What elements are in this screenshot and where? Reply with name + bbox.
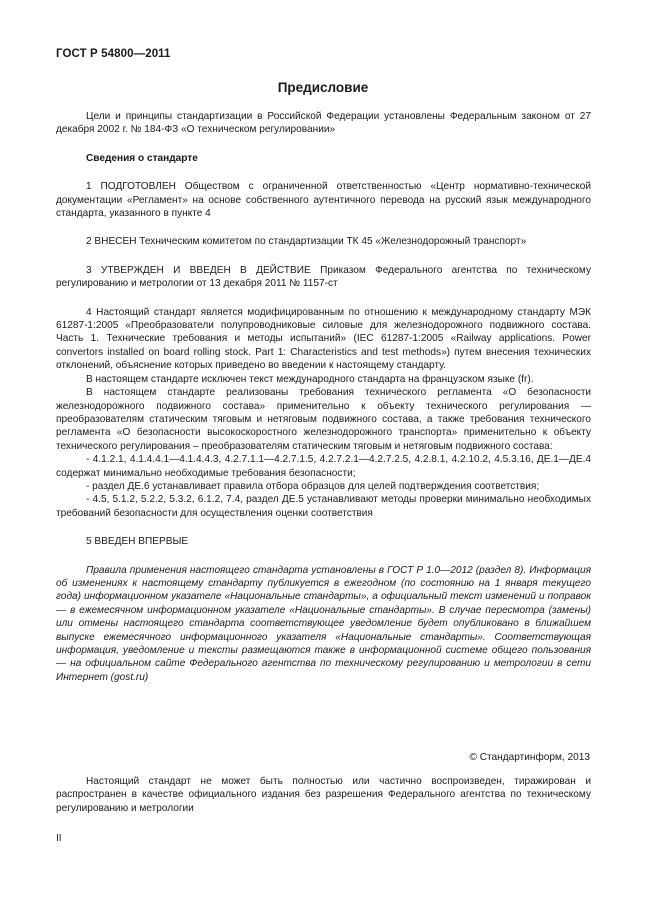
- reproduction-notice: Настоящий стандарт не может быть полностью или частично воспроизведен, тиражирован и распространен в качестве официального издания без разрешения Федерального агентства по техническому регулированию и метрологии: [56, 776, 591, 814]
- item-4-regulation-note: В настоящем стандарте реализованы требования технического регламента «О безопасности железнодорожного подвижного состава» применительно к объекту технического регулирования — преобразователям статическим тяговым и нетяговым подвижного состава, а также требования технического регламента «О безопасности высокоскоростного железнодорожного транспорта» применительно к объекту технического регулирования – преобразователям статическим тяговым и нетяговым подвижного состава:: [56, 387, 591, 452]
- list-item: - 4.1.2.1, 4.1.4.4.1—4.1.4.4.3, 4.2.7.1.1—4.2.7.1.5, 4.2.7.2.1—4.2.7.2.5, 4.2.8.1, 4.2.10.2, 4.5.3.16, ДЕ.1—ДЕ.4 содержат минимально необходимые требования безопасности;: [56, 454, 591, 479]
- copyright-line: © Стандартинформ, 2013: [469, 752, 590, 763]
- item-3-paragraph: 3 УТВЕРЖДЕН И ВВЕДЕН В ДЕЙСТВИЕ Приказом Федерального агентства по техническому регулированию и метрологии от 13 декабря 2011 № 1157-ст: [56, 264, 591, 290]
- intro-paragraph: Цели и принципы стандартизации в Российской Федерации установлены Федеральным законом от 27 декабря 2002 г. № 184-ФЗ «О техническом регулировании»: [56, 111, 591, 136]
- standard-code-header: ГОСТ Р 54800—2011: [56, 48, 171, 60]
- item-2-paragraph: 2 ВНЕСЕН Техническим комитетом по стандартизации ТК 45 «Железнодорожный транспорт»: [86, 236, 527, 248]
- item-4-paragraph: 4 Настоящий стандарт является модифицированным по отношению к международному стандарту МЭК 61287-1:2005 «Преобразователи полупроводниковые силовые для железнодорожного подвижного состава. Часть 1. Технические требования и методы испытаний» (IEC 61287-1:2005 «Railway applications. Power convertors installed on board rolling stock. Part 1: Characteristics and test methods») путем внесения технических отклонений, объяснение которых приведено во введении к настоящему стандарту.: [56, 306, 591, 372]
- section-subtitle: Сведения о стандарте: [86, 152, 198, 164]
- page-number: II: [56, 833, 62, 844]
- item-1-paragraph: 1 ПОДГОТОВЛЕН Обществом с ограниченной ответственностью «Центр нормативно-технической документации «Регламент» на основе собственного аутентичного перевода на русский язык международного стандарта, указанного в пункте 4: [56, 181, 591, 220]
- safety-requirements-list: [56, 453, 591, 520]
- list-item: - раздел ДЕ.6 устанавливает правила отбора образцов для целей подтверждения соответствия;: [86, 480, 540, 492]
- page-title: Предисловие: [277, 80, 369, 95]
- list-item: - 4.5, 5.1.2, 5.2.2, 5.3.2, 6.1.2, 7.4, раздел ДЕ.5 устанавливают методы проверки минимально необходимых требований безопасности для осуществления оценки соответствия: [56, 494, 591, 519]
- document-body: [56, 110, 591, 684]
- rules-note-paragraph: Правила применения настоящего стандарта установлены в ГОСТ Р 1.0—2012 (раздел 8). Информация об изменениях к настоящему стандарту публикуется в ежегодном (по состоянию на 1 января текущего года) информационном указателе «Национальные стандарты», а официальный текст изменений и поправок — в ежемесячном информационном указателе «Национальные стандарты». В случае пересмотра (замены) или отмены настоящего стандарта соответствующее уведомление будет опубликовано в ближайшем выпуске ежемесячного информационного указателя «Национальные стандарты». Соответствующая информация, уведомление и тексты размещаются также в информационной системе общего пользования — на официальном сайте Федерального агентства по техническому регулированию и метрологии в сети Интернет (gost.ru): [56, 564, 591, 683]
- item-4-french-note: В настоящем стандарте исключен текст международного стандарта на французском языке (fr).: [86, 373, 534, 385]
- item-5-paragraph: 5 ВВЕДЕН ВПЕРВЫЕ: [86, 536, 189, 548]
